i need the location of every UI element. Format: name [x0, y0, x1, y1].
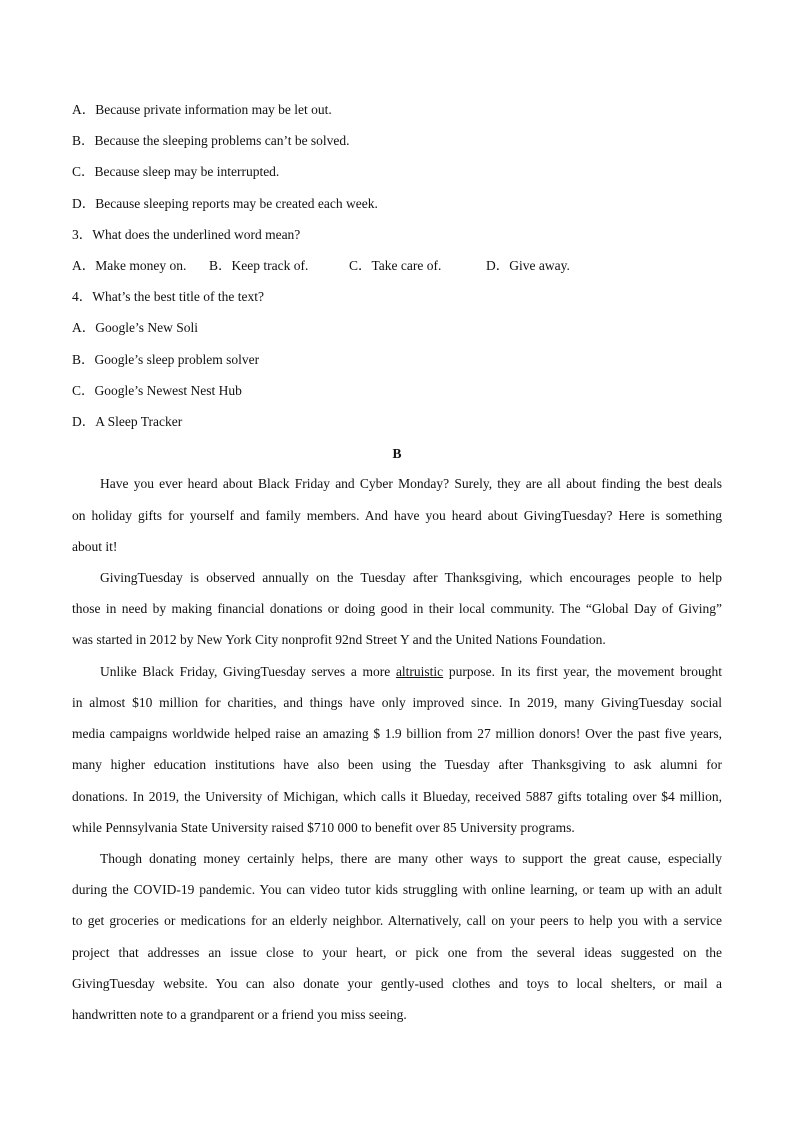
p2-line-1: GivingTuesday is observed annually on the Tuesday after Thanksgiving, which encourages people to help — [100, 570, 722, 585]
q2-option-a: A．Because private information may be let out. — [72, 102, 332, 117]
p4-line-5: GivingTuesday website. You can also donate your gently-used clothes and toys to local shelters, or mail a — [72, 976, 722, 991]
p3-line-6: while Pennsylvania State University raised $710 000 to benefit over 85 University programs. — [72, 820, 575, 835]
q4-option-d: D．A Sleep Tracker — [72, 414, 183, 429]
p2-line-2: those in need by making financial donations or doing good in their local community. The “Global Day of Giving” — [72, 601, 722, 616]
underlined-word: altruistic — [395, 664, 444, 679]
p3-line-5: donations. In 2019, the University of Michigan, which calls it Blueday, received 5887 gifts totaling over $4 million, — [72, 789, 722, 804]
q3-option-c: C．Take care of. — [349, 258, 442, 273]
p3-line-1 — [100, 663, 722, 681]
p3-line-2: in almost $10 million for charities, and things have only improved since. In 2019, many GivingTuesday social — [72, 695, 722, 710]
q3-options — [72, 257, 570, 275]
p1-line-1: Have you ever heard about Black Friday and Cyber Monday? Surely, they are all about finding the best deals — [100, 476, 722, 491]
p4-line-4: project that addresses an issue close to your heart, or pick one from the several ideas suggested on the — [72, 945, 722, 960]
p4-line-3: to get groceries or medications for an elderly neighbor. Alternatively, call on your peers to help you with a service — [72, 913, 722, 928]
q2-option-d: D．Because sleeping reports may be created each week. — [72, 196, 378, 211]
q4-option-b: B．Google’s sleep problem solver — [72, 352, 260, 367]
q2-option-b: B．Because the sleeping problems can’t be solved. — [72, 133, 350, 148]
p3-line-4: many higher education institutions have also been using the Tuesday after Thanksgiving to ask alumni for — [72, 757, 722, 772]
p1-line-3: about it! — [72, 539, 118, 554]
p4-line-1: Though donating money certainly helps, there are many other ways to support the great cause, especially — [100, 851, 722, 866]
p4-line-2: during the COVID-19 pandemic. You can video tutor kids struggling with online learning, or team up with an adult — [72, 882, 722, 897]
q3-option-b: B．Keep track of. — [209, 258, 309, 273]
p4-line-6: handwritten note to a grandparent or a friend you miss seeing. — [72, 1007, 407, 1022]
q4-stem: 4．What’s the best title of the text? — [72, 289, 264, 304]
p1-line-2: on holiday gifts for yourself and family members. And have you heard about GivingTuesday? Here is something — [72, 508, 722, 523]
q4-option-a: A．Google’s New Soli — [72, 320, 198, 335]
p3-line-3: media campaigns worldwide helped raise an amazing $ 1.9 billion from 27 million donors! Over the past five years, — [72, 726, 722, 741]
q4-option-c: C．Google’s Newest Nest Hub — [72, 383, 242, 398]
p3-text-after: purpose. In its first year, the movement brought — [443, 664, 722, 679]
p3-text-before: Unlike Black Friday, GivingTuesday serves a more — [100, 664, 396, 679]
q3-option-a: A．Make money on. — [72, 258, 187, 273]
q3-stem: 3．What does the underlined word mean? — [72, 227, 301, 242]
section-b-heading: B — [392, 446, 402, 461]
q3-option-d: D．Give away. — [486, 258, 570, 273]
p2-line-3: was started in 2012 by New York City nonprofit 92nd Street Y and the United Nations Foundation. — [72, 632, 606, 647]
q2-option-c: C．Because sleep may be interrupted. — [72, 164, 280, 179]
